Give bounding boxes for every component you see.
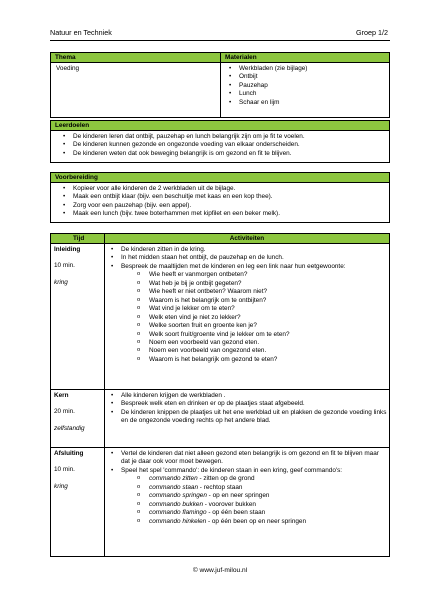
afsluiting-time: 10 min. (54, 466, 75, 474)
inleiding-section (51, 244, 389, 390)
activity-item: • Vertel de kinderen dat niet alleen gezond eten belangrijk is om gezond en fit te blijven maar dat je daar ook voor moet bewegen. (107, 450, 387, 467)
afsluiting-list (107, 450, 387, 475)
material-item: • Pauzehap (225, 82, 384, 90)
learning-goals-list (59, 133, 383, 158)
kern-section (51, 390, 389, 448)
voorbereiding-heading: Voorbereiding (51, 173, 389, 183)
question-item: o Wie heeft er vanmorgen ontbeten? (107, 271, 387, 279)
commando-description: - rechtop staan (198, 483, 243, 491)
afsluiting-place: kring (54, 482, 68, 490)
inleiding-place: kring (54, 278, 68, 286)
question-item: o Noem een voorbeeld van ongezond eten. (107, 347, 387, 355)
question-item: o Welk soort fruit/groente vind je lekker om te eten? (107, 331, 387, 339)
learning-goal-item: • De kinderen kunnen gezonde en ongezonde voeding van elkaar onderscheiden. (59, 141, 383, 149)
learning-goal-item: • De kinderen leren dat ontbijt, pauzehap en lunch belangrijk zijn om je fit te voelen. (59, 133, 383, 141)
preparation-item: • Maak een lunch (bijv. twee boterhammen met kipfilet en een beker melk). (59, 210, 383, 218)
leerdoelen-heading: Leerdoelen (51, 121, 389, 131)
question-item: o Wat heb je bij je ontbijt gegeten? (107, 280, 387, 288)
material-item: • Lunch (225, 90, 384, 98)
commando-name: commando staan (149, 483, 199, 491)
commando-description: - voorover bukken (203, 500, 256, 508)
materials-list (225, 65, 384, 107)
activities-header-bar (51, 234, 389, 244)
page-header (50, 28, 388, 38)
commando-name: commando springen (149, 492, 207, 500)
preparation-item: • Maak een ontbijt klaar (bijv. een beschuitje met kaas en een kop thee). (59, 193, 383, 201)
question-item: o Wat vind je lekker om te eten? (107, 305, 387, 313)
commando-description: - zitten op de grond (197, 475, 255, 483)
commando-name: commando zitten (149, 475, 198, 483)
inleiding-title: Inleiding (54, 246, 81, 253)
material-item: • Schaar en lijm (225, 99, 384, 107)
preparation-item: • Zorg voor een pauzehap (bijv. een appel). (59, 202, 383, 210)
col-activiteiten: Activiteiten (229, 235, 265, 242)
activity-item: • In het midden staan het ontbijt, de pauzehap en de lunch. (107, 254, 387, 262)
thema-heading: Thema (51, 53, 221, 62)
question-item: o Waarom is het belangrijk om gezond te eten? (107, 356, 387, 364)
preparation-list (59, 185, 383, 219)
afsluiting-title: Afsluiting (54, 450, 84, 457)
commando-list (107, 475, 387, 526)
kern-time: 20 min. (54, 408, 75, 416)
thema-materialen-box (50, 52, 390, 118)
commando-name: commando hinkelen (149, 517, 207, 525)
inleiding-list (107, 246, 387, 271)
activity-item: • Bespreek de maaltijden met de kinderen en leg een link naar hun eetgewoonte: (107, 263, 387, 271)
question-item: o Noem een voorbeeld van gezond eten. (107, 339, 387, 347)
question-item: o Waarom is het belangrijk om te ontbijten? (107, 297, 387, 305)
commando-item (107, 492, 387, 500)
activity-item: • Bespreek welk eten en drinken er op de plaatjes staat afgebeeld. (107, 400, 387, 408)
question-item: o Welk eten vind je niet zo lekker? (107, 314, 387, 322)
commando-description: - op één been staan (206, 509, 266, 517)
header-divider (50, 40, 390, 41)
thema-value: Voeding (51, 63, 221, 117)
kern-list (107, 392, 387, 426)
activity-item: • De kinderen knippen de plaatjes uit het ene werkblad uit en plakken de gezonde voeding links en de ongezonde voeding rechts op het andere blad. (107, 409, 387, 426)
commando-name: commando bukken (149, 500, 203, 508)
question-item: o Wie heeft er niet ontbeten? Waarom niet? (107, 288, 387, 296)
commando-description: - op één been op en neer springen (206, 517, 307, 525)
commando-item (107, 501, 387, 509)
inleiding-time: 10 min. (54, 262, 75, 270)
commando-item (107, 484, 387, 492)
activities-table (50, 233, 390, 557)
commando-name: commando flamingo (149, 509, 207, 517)
question-item: o Welke soorten fruit en groente ken je? (107, 322, 387, 330)
footer-copyright: © www.juf-milou.nl (192, 567, 248, 574)
commando-item (107, 475, 387, 483)
subject-title: Natuur en Techniek (50, 28, 112, 37)
col-tijd: Tijd (51, 234, 105, 243)
thema-header-bar (51, 53, 389, 63)
inleiding-questions (107, 271, 387, 364)
leerdoelen-box (50, 120, 390, 163)
commando-item (107, 509, 387, 517)
material-item: • Werkbladen (zie bijlage) (225, 65, 384, 73)
kern-place: zelfstandig (54, 424, 85, 432)
learning-goal-item: • De kinderen weten dat ook beweging belangrijk is om gezond en fit te blijven. (59, 150, 383, 158)
group-label: Groep 1/2 (356, 28, 388, 37)
activity-item: • De kinderen zitten in de kring. (107, 246, 387, 254)
voorbereiding-box (50, 172, 390, 223)
afsluiting-section (51, 448, 389, 556)
activity-item: • Speel het spel 'commando': de kinderen staan in een kring, geef commando's: (107, 467, 387, 475)
material-item: • Ontbijt (225, 73, 384, 81)
commando-item (107, 518, 387, 526)
materialen-heading: Materialen (225, 54, 257, 61)
activity-item: • Alle kinderen krijgen de werkbladen . (107, 392, 387, 400)
preparation-item: • Kopieer voor alle kinderen de 2 werkbladen uit de bijlage. (59, 185, 383, 193)
commando-description: - op en neer springen (206, 492, 270, 500)
kern-title: Kern (54, 392, 69, 399)
